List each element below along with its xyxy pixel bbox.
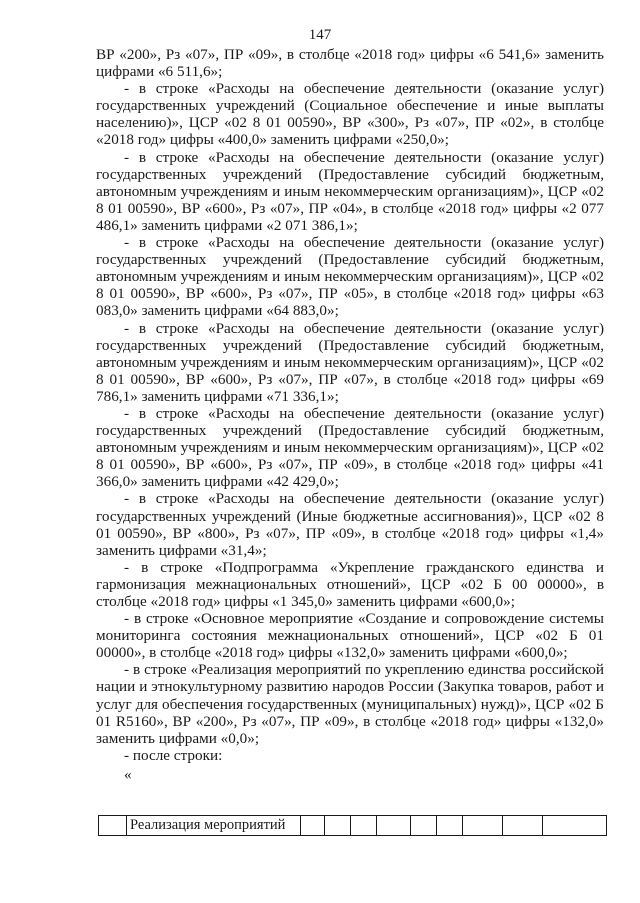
paragraph: - в строке «Расходы на обеспечение деятельности (оказание услуг) государственных учреждений (Социальное обеспечение и иные выплаты населению)», ЦСР «02 8 01 00590», ВР «300», Рз «07», ПР «02», в столбце «2018 год» цифры «400,0» заменить цифрами «250,0»; bbox=[96, 80, 604, 149]
table-row bbox=[99, 816, 607, 836]
paragraph: - в строке «Подпрограмма «Укрепление гражданского единства и гармонизация межнациональных отношений», ЦСР «02 Б 00 00000», в столбце «2018 год» цифры «1 345,0» заменить цифрами «600,0»; bbox=[96, 558, 604, 610]
budget-table bbox=[98, 815, 607, 836]
document-body bbox=[96, 46, 604, 783]
table-cell bbox=[463, 816, 503, 836]
table-cell bbox=[351, 816, 377, 836]
paragraph: ВР «200», Рз «07», ПР «09», в столбце «2018 год» цифры «6 541,6» заменить цифрами «6 511,6»; bbox=[96, 46, 604, 81]
paragraph: - в строке «Основное мероприятие «Создание и сопровождение системы мониторинга состояния межнациональных отношений», ЦСР «02 Б 01 00000», в столбце «2018 год» цифры «132,0» заменить цифрами «600,0»; bbox=[96, 610, 604, 662]
table-cell bbox=[325, 816, 351, 836]
page-number: 147 bbox=[308, 27, 332, 43]
table-cell bbox=[543, 816, 607, 836]
paragraph: - в строке «Реализация мероприятий по укреплению единства российской нации и этнокультурному развитию народов России (Закупка товаров, работ и услуг для обеспечения государственных (муниципальных) нужд)», ЦСР «02 Б 01 R5160», ВР «200», Рз «07», ПР «09», в столбце «2018 год» цифры «132,0» заменить цифрами «0,0»; bbox=[96, 661, 604, 747]
table-cell bbox=[503, 816, 543, 836]
paragraph: - в строке «Расходы на обеспечение деятельности (оказание услуг) государственных учреждений (Предоставление субсидий бюджетным, автономным учреждениям и иным некоммерческим организациям)», ЦСР «02 8 01 00590», ВР «600», Рз «07», ПР «04», в столбце «2018 год» цифры «2 077 486,1» заменить цифрами «2 071 386,1»; bbox=[96, 148, 604, 234]
table-cell bbox=[411, 816, 437, 836]
paragraph: - после строки: bbox=[124, 746, 223, 764]
paragraph: - в строке «Расходы на обеспечение деятельности (оказание услуг) государственных учреждений (Предоставление субсидий бюджетным, автономным учреждениям и иным некоммерческим организациям)», ЦСР «02 8 01 00590», ВР «600», Рз «07», ПР «05», в столбце «2018 год» цифры «63 083,0» заменить цифрами «64 883,0»; bbox=[96, 234, 604, 320]
table-cell bbox=[377, 816, 411, 836]
table-cell bbox=[437, 816, 463, 836]
paragraph: - в строке «Расходы на обеспечение деятельности (оказание услуг) государственных учреждений (Предоставление субсидий бюджетным, автономным учреждениям и иным некоммерческим организациям)», ЦСР «02 8 01 00590», ВР «600», Рз «07», ПР «09», в столбце «2018 год» цифры «41 366,0» заменить цифрами «42 429,0»; bbox=[96, 404, 604, 491]
budget-table-fragment bbox=[98, 815, 606, 835]
opening-quote: « bbox=[124, 765, 132, 783]
table-cell bbox=[99, 816, 127, 836]
table-cell bbox=[301, 816, 325, 836]
table-cell-name: Реализация мероприятий bbox=[127, 816, 301, 836]
paragraph: - в строке «Расходы на обеспечение деятельности (оказание услуг) государственных учреждений (Иные бюджетные ассигнования)», ЦСР «02 8 01 00590», ВР «800», Рз «07», ПР «09», в столбце «2018 год» цифры «1,4» заменить цифрами «31,4»; bbox=[96, 490, 604, 559]
paragraph: - в строке «Расходы на обеспечение деятельности (оказание услуг) государственных учреждений (Предоставление субсидий бюджетным, автономным учреждениям и иным некоммерческим организациям)», ЦСР «02 8 01 00590», ВР «600», Рз «07», ПР «07», в столбце «2018 год» цифры «69 786,1» заменить цифрами «71 336,1»; bbox=[96, 319, 604, 405]
